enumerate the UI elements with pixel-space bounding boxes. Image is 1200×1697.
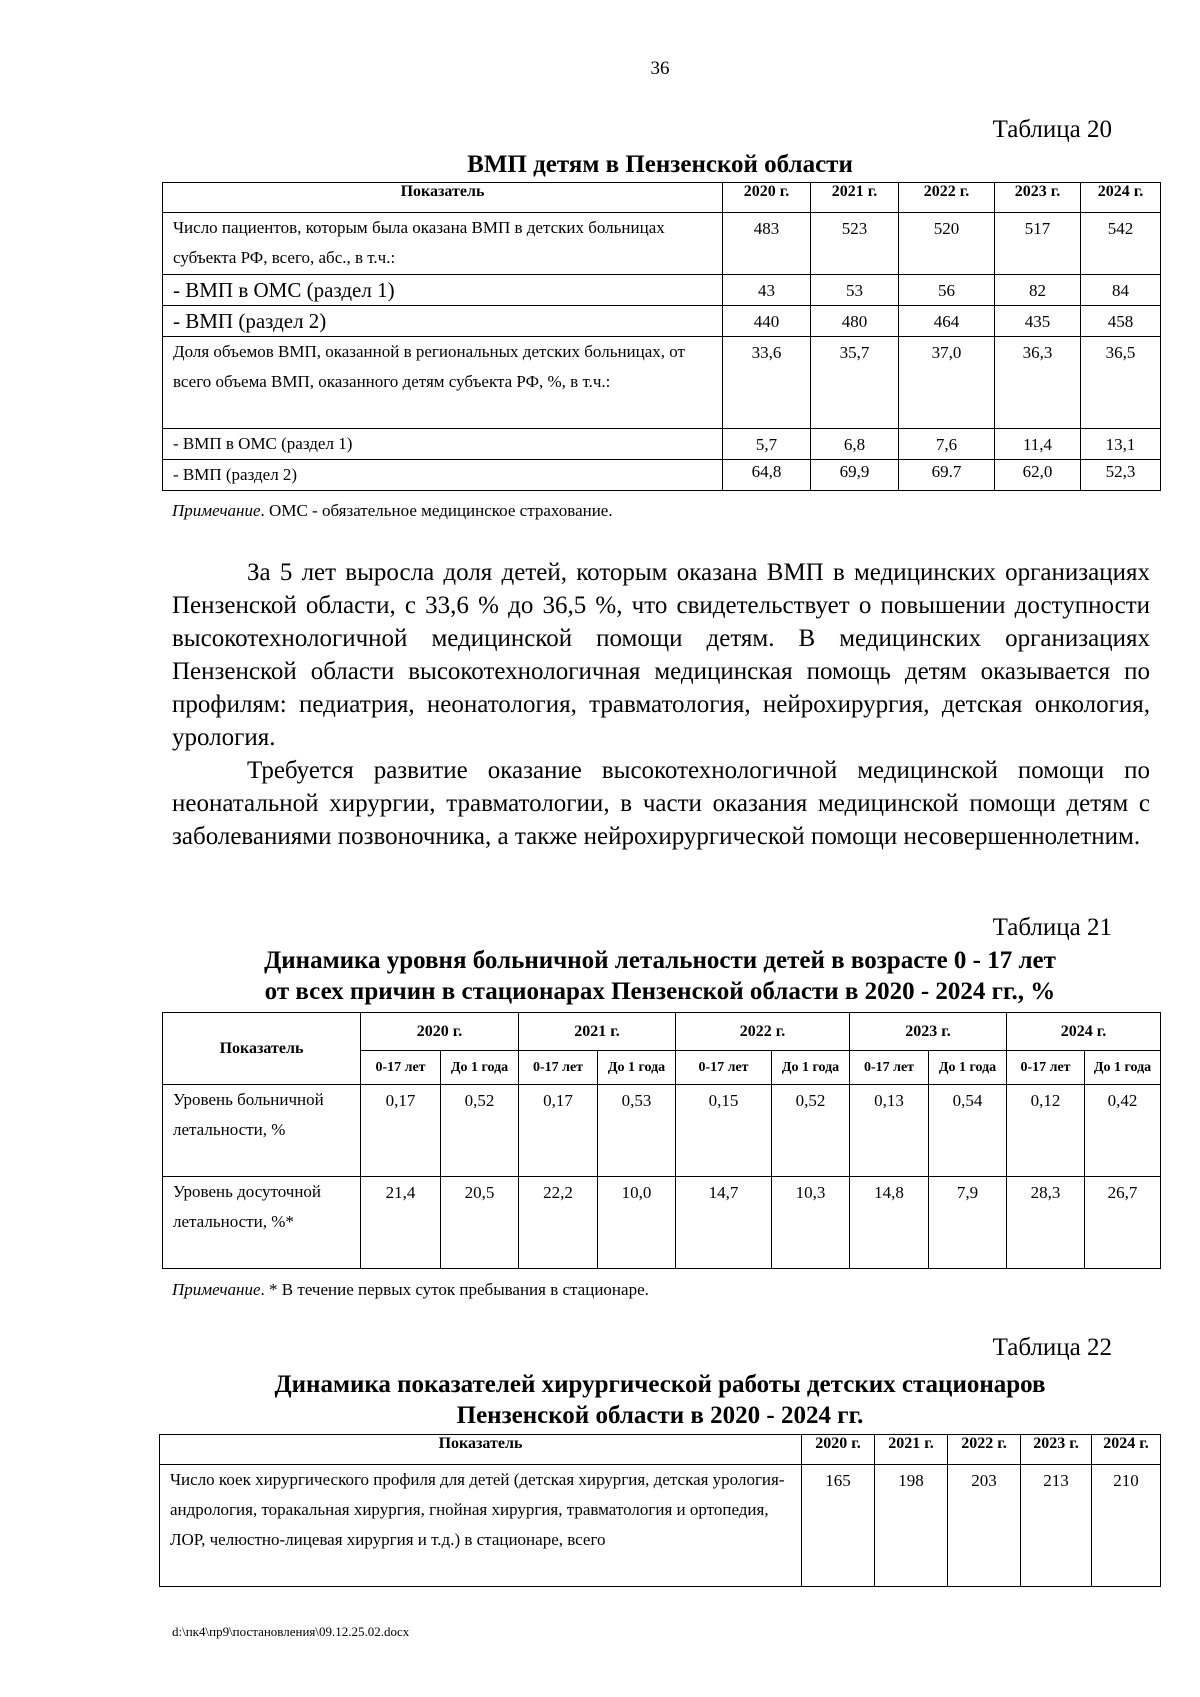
row-label: Число пациентов, которым была оказана ВМП в детских больницах субъекта РФ, всего, абс., в т.ч.:	[163, 213, 723, 275]
cell-value: 10,0	[598, 1177, 676, 1269]
table20	[162, 182, 1161, 491]
table-row	[163, 1085, 1161, 1177]
cell-value: 35,7	[811, 337, 899, 429]
title-line: Динамика уровня больничной летальности детей в возрасте 0 - 17 лет	[264, 947, 1056, 974]
cell-value: 0,42	[1085, 1085, 1161, 1177]
table21	[162, 1012, 1161, 1269]
cell-value: 0,52	[772, 1085, 850, 1177]
cell-value: 82	[995, 275, 1081, 306]
cell-value: 26,7	[1085, 1177, 1161, 1269]
cell-value: 5,7	[723, 429, 811, 460]
row-label: - ВМП (раздел 2)	[163, 460, 723, 491]
cell-value: 33,6	[723, 337, 811, 429]
footer-file-path: d:\пк4\пр9\постановления\09.12.25.02.docx	[172, 1624, 410, 1639]
table22-header-cell: 2022 г.	[948, 1435, 1021, 1465]
cell-value: 464	[899, 306, 995, 337]
cell-value: 198	[875, 1465, 948, 1587]
cell-value: 0,17	[519, 1085, 598, 1177]
cell-value: 523	[811, 213, 899, 275]
cell-value: 0,53	[598, 1085, 676, 1177]
year-header: 2024 г.	[1007, 1013, 1161, 1051]
year-header: 2022 г.	[676, 1013, 850, 1051]
cell-value: 56	[899, 275, 995, 306]
table20-header-cell: 2024 г.	[1081, 183, 1161, 213]
table20-header-cell: 2021 г.	[811, 183, 899, 213]
cell-value: 69.7	[899, 460, 995, 491]
table-row	[163, 460, 1161, 491]
cell-value: 7,6	[899, 429, 995, 460]
cell-value: 480	[811, 306, 899, 337]
cell-value: 20,5	[441, 1177, 519, 1269]
cell-value: 203	[948, 1465, 1021, 1587]
paragraph: Требуется развитие оказание высокотехнологичной медицинской помощи по неонатальной хирургии, травматологии, в части оказания медицинской помощи детям с заболеваниями позвоночника, а также нейрохирургической помощи несовершеннолетним.	[172, 757, 1150, 850]
table20-label: Таблица 20	[992, 116, 1112, 143]
cell-value: 52,3	[1081, 460, 1161, 491]
cell-value: 0,12	[1007, 1085, 1085, 1177]
cell-value: 213	[1021, 1465, 1092, 1587]
cell-value: 53	[811, 275, 899, 306]
cell-value: 11,4	[995, 429, 1081, 460]
cell-value: 21,4	[361, 1177, 441, 1269]
table22-header-cell: Показатель	[160, 1435, 802, 1465]
subheader-cell: 0-17 лет	[850, 1051, 929, 1085]
table22-header-row	[160, 1435, 1161, 1465]
cell-value: 0,52	[441, 1085, 519, 1177]
table-row	[163, 275, 1161, 306]
title-line: Динамика показателей хирургической работы детских стационаров	[274, 1371, 1046, 1398]
cell-value: 483	[723, 213, 811, 275]
table21-title	[160, 945, 1160, 1007]
cell-value: 36,5	[1081, 337, 1161, 429]
cell-value: 22,2	[519, 1177, 598, 1269]
title-line: от всех причин в стационарах Пензенской области в 2020 - 2024 гг., %	[264, 978, 1056, 1005]
table20-header-cell: 2020 г.	[723, 183, 811, 213]
cell-value: 64,8	[723, 460, 811, 491]
row-label: Уровень досуточной летальности, %*	[163, 1177, 361, 1269]
table22-header-cell: 2024 г.	[1092, 1435, 1161, 1465]
cell-value: 62,0	[995, 460, 1081, 491]
table20-header-cell: 2023 г.	[995, 183, 1081, 213]
row-label: - ВМП в ОМС (раздел 1)	[163, 429, 723, 460]
cell-value: 14,8	[850, 1177, 929, 1269]
year-header: 2021 г.	[519, 1013, 676, 1051]
table-row	[163, 306, 1161, 337]
subheader-cell: 0-17 лет	[361, 1051, 441, 1085]
cell-value: 43	[723, 275, 811, 306]
cell-value: 435	[995, 306, 1081, 337]
cell-value: 0,13	[850, 1085, 929, 1177]
row-label: Число коек хирургического профиля для детей (детская хирургия, детская урология-андрология, торакальная хирургия, гнойная хирургия, травматология и ортопедия, ЛОР, челюстно-лицевая хирургия и т.д.) в стационаре, всего	[160, 1465, 802, 1587]
table-row	[160, 1465, 1161, 1587]
subheader-cell: До 1 года	[441, 1051, 519, 1085]
table22-title	[160, 1369, 1160, 1431]
subheader-cell: До 1 года	[929, 1051, 1007, 1085]
subheader-cell: 0-17 лет	[1007, 1051, 1085, 1085]
table21-header-cell: Показатель	[163, 1013, 361, 1085]
page-number: 36	[650, 58, 670, 79]
note-label: Примечание	[172, 501, 261, 520]
year-header: 2020 г.	[361, 1013, 519, 1051]
cell-value: 0,54	[929, 1085, 1007, 1177]
cell-value: 165	[802, 1465, 875, 1587]
table-row	[163, 429, 1161, 460]
subheader-cell: 0-17 лет	[519, 1051, 598, 1085]
cell-value: 14,7	[676, 1177, 772, 1269]
row-label: - ВМП (раздел 2)	[163, 306, 723, 337]
note-text: . ОМС - обязательное медицинское страхование.	[260, 501, 613, 520]
subheader-cell: До 1 года	[598, 1051, 676, 1085]
cell-value: 0,17	[361, 1085, 441, 1177]
cell-value: 13,1	[1081, 429, 1161, 460]
subheader-cell: До 1 года	[772, 1051, 850, 1085]
table22-header-cell: 2021 г.	[875, 1435, 948, 1465]
cell-value: 458	[1081, 306, 1161, 337]
cell-value: 84	[1081, 275, 1161, 306]
subheader-cell: До 1 года	[1085, 1051, 1161, 1085]
cell-value: 7,9	[929, 1177, 1007, 1269]
table-row	[163, 337, 1161, 429]
cell-value: 210	[1092, 1465, 1161, 1587]
cell-value: 440	[723, 306, 811, 337]
table22-header-cell: 2023 г.	[1021, 1435, 1092, 1465]
row-label: Доля объемов ВМП, оказанной в региональных детских больницах, от всего объема ВМП, оказанного детям субъекта РФ, %, в т.ч.:	[163, 337, 723, 429]
table-row	[163, 1177, 1161, 1269]
note-text: . * В течение первых суток пребывания в стационаре.	[260, 1280, 649, 1299]
table21-label: Таблица 21	[992, 914, 1112, 941]
table22	[159, 1434, 1161, 1587]
cell-value: 0,15	[676, 1085, 772, 1177]
title-line: Пензенской области в 2020 - 2024 гг.	[456, 1402, 864, 1429]
row-label: Уровень больничной летальности, %	[163, 1085, 361, 1177]
cell-value: 69,9	[811, 460, 899, 491]
table22-header-cell: 2020 г.	[802, 1435, 875, 1465]
cell-value: 517	[995, 213, 1081, 275]
cell-value: 542	[1081, 213, 1161, 275]
cell-value: 36,3	[995, 337, 1081, 429]
table20-header-cell: Показатель	[163, 183, 723, 213]
table21-note	[172, 1280, 649, 1300]
table20-header-row	[163, 183, 1161, 213]
table20-title: ВМП детям в Пензенской области	[467, 151, 853, 178]
table21-header-row	[163, 1013, 1161, 1051]
paragraph: За 5 лет выросла доля детей, которым оказана ВМП в медицинских организациях Пензенской области, с 33,6 % до 36,5 %, что свидетельствует о повышении доступности высокотехнологичной медицинской помощи детям. В медицинских организациях Пензенской области высокотехнологичная медицинская помощь детям оказывается по профилям: педиатрия, неонатология, травматология, нейрохирургия, детская онкология, урология.	[172, 559, 1150, 751]
note-label: Примечание	[172, 1280, 261, 1299]
cell-value: 37,0	[899, 337, 995, 429]
table20-header-cell: 2022 г.	[899, 183, 995, 213]
cell-value: 520	[899, 213, 995, 275]
subheader-cell: 0-17 лет	[676, 1051, 772, 1085]
body-text	[172, 556, 1150, 853]
year-header: 2023 г.	[850, 1013, 1007, 1051]
cell-value: 10,3	[772, 1177, 850, 1269]
row-label: - ВМП в ОМС (раздел 1)	[163, 275, 723, 306]
cell-value: 28,3	[1007, 1177, 1085, 1269]
table-row	[163, 213, 1161, 275]
table20-note	[172, 501, 613, 521]
cell-value: 6,8	[811, 429, 899, 460]
table22-label: Таблица 22	[992, 1334, 1112, 1361]
